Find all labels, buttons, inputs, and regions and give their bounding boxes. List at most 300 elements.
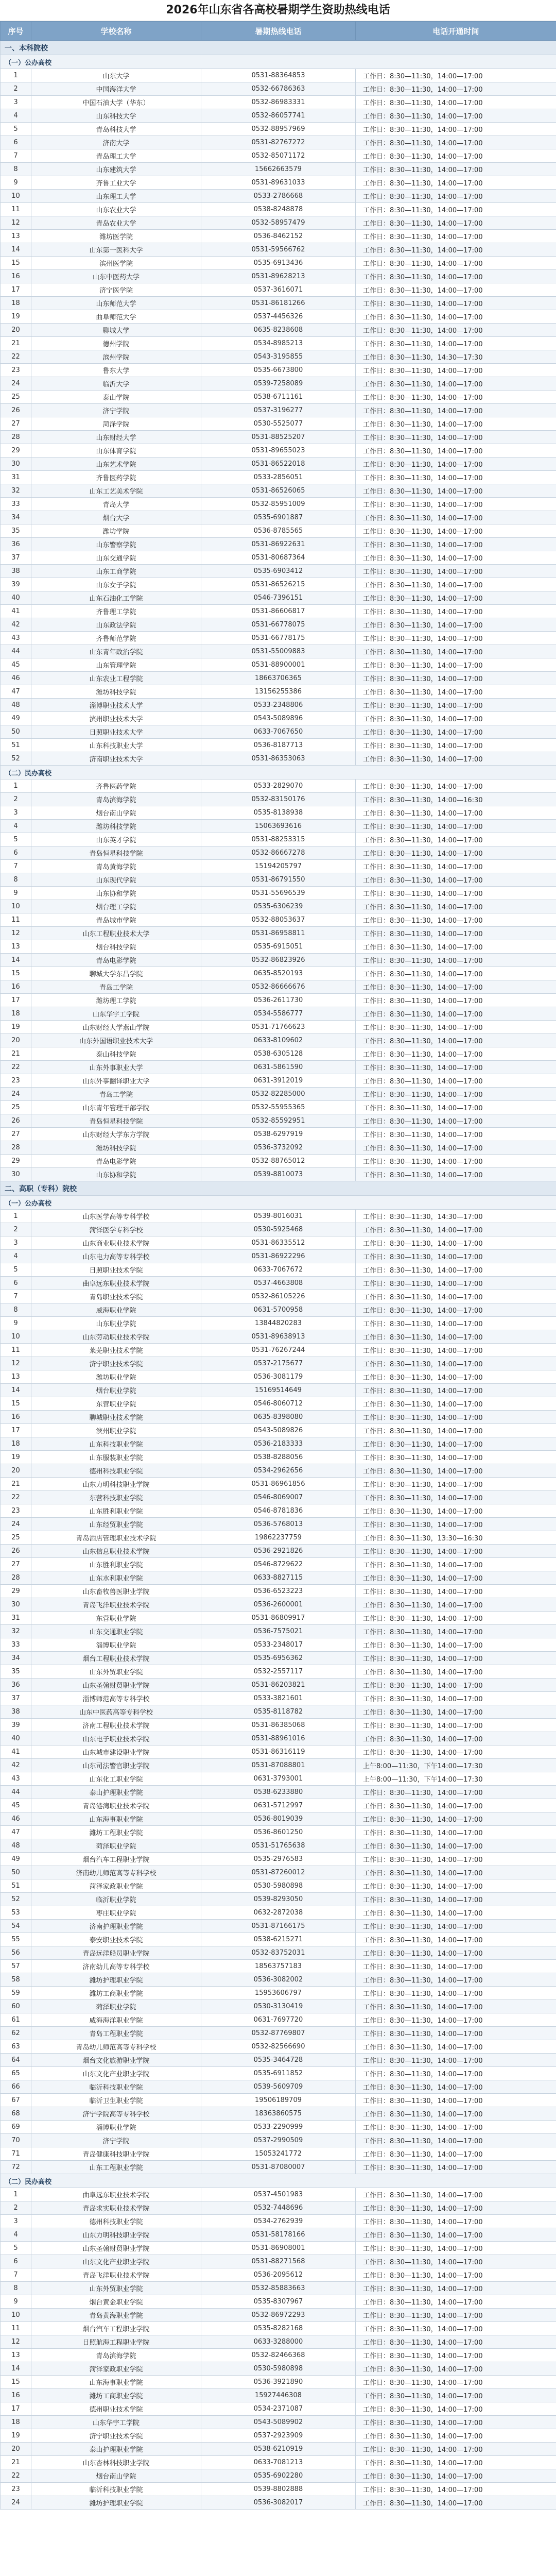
row-index: 42 [1,1759,31,1772]
school-name: 山东外国语职业技术大学 [31,1034,201,1047]
row-index: 30 [1,1168,31,1181]
table-row [1,1223,556,1236]
service-hours: 工作日：8:30—11:30，14:00—17:00 [356,2309,556,2322]
service-hours: 工作日：8:30—11:30，14:00—17:00 [356,1625,556,1638]
service-hours: 工作日：8:30—11:30，14:00—17:00 [356,1893,556,1906]
row-index: 1 [1,779,31,793]
row-index: 14 [1,2362,31,2376]
service-hours: 工作日：8:30—11:30，14:00—17:00 [356,1558,556,1571]
service-hours: 工作日：8:30—11:30，14:00—17:00 [356,457,556,471]
hotline-phone: 0531-86606817 [201,605,356,618]
hotline-phone: 0531-51765638 [201,1839,356,1853]
row-index: 3 [1,806,31,820]
hotline-phone: 0536-2921826 [201,1545,356,1558]
school-name: 曲阜远东职业技术学院 [31,1277,201,1290]
school-name: 山东畜牧兽医职业学院 [31,1585,201,1598]
hotline-phone: 0531-89631033 [201,176,356,190]
row-index: 2 [1,1223,31,1236]
table-row [1,538,556,551]
service-hours: 工作日：8:30—11:30，14:00—17:00 [356,1034,556,1047]
hotline-phone: 0531-71766623 [201,1021,356,1034]
table-row [1,1973,556,1987]
table-row [1,484,556,498]
hotline-phone: 0532-86057741 [201,109,356,123]
school-name: 枣庄职业学院 [31,1906,201,1920]
hotline-phone: 0531-58178166 [201,2228,356,2242]
hotline-phone: 0531-86809917 [201,1612,356,1625]
row-index: 14 [1,1384,31,1397]
school-name: 潍坊工程职业学院 [31,1826,201,1839]
hotline-phone: 0534-2962656 [201,1464,356,1478]
school-name: 青岛大学 [31,498,201,511]
table-row [1,109,556,123]
table-row [1,2483,556,2496]
hotline-phone: 0539-8016031 [201,1210,356,1223]
school-name: 山东服装职业学院 [31,1451,201,1464]
service-hours: 工作日：8:30—11:30，14:00—17:00 [356,1236,556,1250]
service-hours: 工作日：8:30—11:30，14:00—17:00 [356,1290,556,1303]
row-index: 8 [1,163,31,176]
row-index: 22 [1,1061,31,1074]
school-name: 山东政法学院 [31,618,201,632]
school-name: 菏泽学院 [31,417,201,431]
table-row [1,377,556,391]
table-row [1,2322,556,2335]
row-index: 25 [1,1531,31,1545]
hotline-phone: 0539-8810073 [201,1168,356,1181]
service-hours: 工作日：8:30—11:30，14:00—17:00 [356,524,556,538]
table-row [1,1034,556,1047]
service-hours: 工作日：8:30—11:30，14:00—17:00 [356,1987,556,2000]
hotline-phone: 0532-83752031 [201,1946,356,1960]
row-index: 41 [1,605,31,618]
row-index: 17 [1,283,31,297]
table-row [1,1598,556,1612]
row-index: 24 [1,1088,31,1101]
service-hours: 工作日：8:30—11:30，14:00—17:00 [356,672,556,685]
hotline-phone: 15953606797 [201,1987,356,2000]
hotline-phone: 0633-8827115 [201,1571,356,1585]
row-index: 10 [1,1330,31,1344]
row-index: 11 [1,203,31,216]
school-name: 烟台南山学院 [31,806,201,820]
row-index: 20 [1,324,31,337]
school-name: 德州学院 [31,337,201,350]
row-index: 4 [1,109,31,123]
service-hours: 工作日：8:30—11:30，14:00—17:00 [356,1061,556,1074]
school-name: 齐鲁医药学院 [31,471,201,484]
hotline-phone: 0536-8601250 [201,1826,356,1839]
table-row [1,1866,556,1879]
school-name: 东营职业学院 [31,1397,201,1411]
table-row [1,1210,556,1223]
row-index: 56 [1,1946,31,1960]
hotline-phone: 0631-5700958 [201,1303,356,1317]
service-hours: 工作日：8:30—11:30，14:00—17:00 [356,1397,556,1411]
service-hours: 工作日：8:30—11:30，14:00—17:00 [356,913,556,927]
school-name: 曲阜师范大学 [31,310,201,324]
school-name: 青岛工学院 [31,1088,201,1101]
table-row [1,2080,556,2094]
service-hours: 工作日：8:30—11:30，14:00—17:00 [356,1545,556,1558]
row-index: 34 [1,1652,31,1665]
service-hours: 工作日：8:30—11:30，14:00—17:00 [356,806,556,820]
table-row [1,136,556,149]
school-name: 山东信息职业技术学院 [31,1545,201,1558]
table-row [1,337,556,350]
school-name: 山东石油化工学院 [31,591,201,605]
service-hours: 工作日：8:30—11:30，14:00—17:00 [356,364,556,377]
service-hours: 工作日：8:30—11:30，14:00—17:00 [356,2027,556,2040]
hotline-phone: 0535-3464728 [201,2054,356,2067]
school-name: 青岛港湾职业技术学院 [31,1799,201,1812]
service-hours: 工作日：8:30—11:30，14:00—17:00 [356,1478,556,1491]
hotline-phone: 0538-6711161 [201,391,356,404]
hotline-phone: 0531-87080007 [201,2161,356,2174]
table-row [1,1168,556,1181]
row-index: 31 [1,471,31,484]
service-hours: 工作日：8:30—11:30，14:00—17:00 [356,1946,556,1960]
school-name: 山东司法警官职业学院 [31,1759,201,1772]
row-index: 13 [1,230,31,243]
table-row [1,1638,556,1652]
hotline-phone: 0633-7067650 [201,725,356,739]
row-index: 26 [1,1545,31,1558]
row-index: 51 [1,739,31,752]
hotline-phone: 0537-4501983 [201,2188,356,2201]
hotline-phone: 18363860575 [201,2107,356,2121]
table-row [1,2496,556,2510]
service-hours: 工作日：8:30—11:30，14:00—17:00 [356,645,556,658]
hotline-phone: 0538-6215271 [201,1933,356,1946]
row-index: 48 [1,699,31,712]
table-row [1,672,556,685]
school-name: 山东文化产业职业学院 [31,2255,201,2268]
table-row [1,1236,556,1250]
row-index: 23 [1,1074,31,1088]
row-index: 58 [1,1973,31,1987]
subsection-header [1,766,556,779]
school-name: 青岛农业大学 [31,216,201,230]
school-name: 济南幼儿高等专科学校 [31,1960,201,1973]
row-index: 48 [1,1839,31,1853]
row-index: 10 [1,900,31,913]
school-name: 齐鲁理工学院 [31,605,201,618]
school-name: 济宁医学院 [31,283,201,297]
service-hours: 工作日：8:30—11:30，14:00—17:00 [356,2469,556,2483]
service-hours: 工作日：8:30—11:30，14:00—17:00 [356,940,556,954]
hotline-phone: 0532-86972293 [201,2309,356,2322]
school-name: 菏泽职业学院 [31,2000,201,2013]
service-hours: 工作日：8:30—11:30，14:00—17:00 [356,860,556,873]
hotline-phone: 0536-6523223 [201,1585,356,1598]
school-name: 烟台工程职业技术学院 [31,1652,201,1665]
service-hours: 工作日：8:30—11:30，14:00—17:00 [356,2040,556,2054]
table-row [1,1518,556,1531]
row-index: 6 [1,846,31,860]
table-row [1,1625,556,1638]
school-name: 青岛求实职业技术学院 [31,2201,201,2215]
school-name: 济南工程职业技术学院 [31,1719,201,1732]
service-hours: 工作日：8:30—11:30，14:00—17:00 [356,1745,556,1759]
table-row [1,1679,556,1692]
service-hours: 工作日：8:30—11:30，14:00—17:00 [356,82,556,96]
table-row [1,1021,556,1034]
row-index: 43 [1,1772,31,1786]
service-hours: 工作日：8:30—11:30，14:00—17:00 [356,820,556,833]
hotline-phone: 0531-86526215 [201,578,356,591]
table-row [1,471,556,484]
hotline-phone: 0531-89655023 [201,444,356,457]
school-name: 烟台汽车工程职业学院 [31,1853,201,1866]
row-index: 35 [1,524,31,538]
hotline-phone: 0531-86791550 [201,873,356,887]
service-hours: 工作日：8:30—11:30，14:00—17:00 [356,2443,556,2456]
table-row [1,2147,556,2161]
table-row [1,2121,556,2134]
service-hours: 工作日：8:30—11:30，14:00—17:00 [356,243,556,257]
service-hours: 工作日：8:30—11:30，14:00—17:00 [356,887,556,900]
table-row [1,2134,556,2147]
hotline-phone: 0531-88271568 [201,2255,356,2268]
hotline-phone: 0535-6915051 [201,940,356,954]
service-hours: 工作日：8:30—11:30，14:00—17:00 [356,2000,556,2013]
school-name: 青岛职业技术学院 [31,1290,201,1303]
service-hours: 工作日：8:30—11:30，14:00—17:00 [356,176,556,190]
school-name: 山东女子学院 [31,578,201,591]
school-name: 山东交通学院 [31,551,201,565]
school-name: 山东外贸职业学院 [31,2282,201,2295]
service-hours: 工作日：8:30—11:30，14:30—17:30 [356,350,556,364]
school-name: 山东胜利职业学院 [31,1504,201,1518]
table-row [1,1732,556,1745]
row-index: 18 [1,1437,31,1451]
table-row [1,203,556,216]
table-row [1,913,556,927]
table-row [1,2040,556,2054]
school-name: 烟台职业学院 [31,1384,201,1397]
row-index: 47 [1,1826,31,1839]
school-name: 青岛飞洋职业技术学院 [31,2268,201,2282]
service-hours: 工作日：8:30—11:30，14:00—17:00 [356,1451,556,1464]
school-name: 青岛飞洋职业技术学院 [31,1598,201,1612]
school-name: 山东青年政治学院 [31,645,201,658]
table-row [1,2429,556,2443]
school-name: 青岛电影学院 [31,1155,201,1168]
school-name: 临沂职业学院 [31,1893,201,1906]
row-index: 44 [1,645,31,658]
service-hours: 工作日：8:30—11:30，14:00—17:00 [356,1933,556,1946]
service-hours: 工作日：8:30—11:30，14:00—17:00 [356,2121,556,2134]
table-row [1,310,556,324]
school-name: 青岛理工大学 [31,149,201,163]
table-row [1,1853,556,1866]
table-row [1,1571,556,1585]
hotline-phone: 0534-2371087 [201,2402,356,2416]
school-name: 青岛幼儿师范高等专科学校 [31,2040,201,2054]
hotline-phone: 0535-6902280 [201,2469,356,2483]
table-body [1,41,556,2510]
service-hours: 工作日：8:30—11:30，14:00—17:00 [356,2094,556,2107]
hotline-phone: 15194205797 [201,860,356,873]
row-index: 11 [1,913,31,927]
row-index: 15 [1,1397,31,1411]
row-index: 67 [1,2094,31,2107]
row-index: 23 [1,2483,31,2496]
table-row [1,2309,556,2322]
service-hours: 工作日：8:30—11:30，14:00—17:00 [356,752,556,766]
school-name: 淄博职业学院 [31,2121,201,2134]
row-index: 45 [1,1799,31,1812]
table-row [1,618,556,632]
row-index: 20 [1,2443,31,2456]
hotline-phone: 0534-5586777 [201,1007,356,1021]
service-hours: 工作日：8:30—11:30，14:00—17:00 [356,257,556,270]
hotline-phone: 0531-89638913 [201,1330,356,1344]
hotline-phone: 0531-86958811 [201,927,356,940]
row-index: 28 [1,1571,31,1585]
row-index: 37 [1,1692,31,1705]
page-title: 2026年山东省各高校暑期学生资助热线电话 [0,0,556,21]
school-name: 山东青年管理干部学院 [31,1101,201,1114]
hotline-phone: 0535-6903412 [201,565,356,578]
school-name: 山东师范大学 [31,297,201,310]
hotline-phone: 0531-76267244 [201,1344,356,1357]
hotline-phone: 0536-3082017 [201,2496,356,2510]
hotline-phone: 0531-86526065 [201,484,356,498]
service-hours: 工作日：8:30—11:30，14:00—17:00 [356,1598,556,1612]
school-name: 德州科技职业学院 [31,1464,201,1478]
school-name: 泰山护理职业学院 [31,1786,201,1799]
row-index: 53 [1,1906,31,1920]
hotline-phone: 0531-86203821 [201,1679,356,1692]
table-row [1,1464,556,1478]
service-hours: 工作日：8:30—11:30，14:00—17:00 [356,1518,556,1531]
row-index: 22 [1,2469,31,2483]
row-index: 11 [1,1344,31,1357]
school-name: 青岛滨海学院 [31,2349,201,2362]
school-name: 山东管理学院 [31,658,201,672]
hotline-phone: 0531-87260012 [201,1866,356,1879]
table-row [1,1692,556,1705]
row-index: 21 [1,1047,31,1061]
service-hours: 工作日：8:30—11:30，14:00—17:00 [356,1491,556,1504]
school-name: 山东海事职业学院 [31,1812,201,1826]
service-hours: 工作日：8:30—11:30，14:00—17:00 [356,1705,556,1719]
table-row [1,685,556,699]
school-name: 淄博师范高等专科学校 [31,1692,201,1705]
service-hours: 工作日：8:30—11:30，14:00—17:00 [356,2295,556,2309]
table-row [1,1933,556,1946]
row-index: 38 [1,565,31,578]
row-index: 50 [1,725,31,739]
table-row [1,2362,556,2376]
hotline-phone: 0532-83150176 [201,793,356,806]
school-name: 山东文化产业职业学院 [31,2067,201,2080]
row-index: 37 [1,551,31,565]
school-name: 临沂大学 [31,377,201,391]
table-row [1,712,556,725]
service-hours: 工作日：8:30—11:30，14:00—17:00 [356,618,556,632]
row-index: 10 [1,2309,31,2322]
service-hours: 工作日：8:30—11:30，14:00—17:00 [356,900,556,913]
table-row [1,230,556,243]
hotline-phone: 0539-7258089 [201,377,356,391]
school-name: 山东外事翻译职业大学 [31,1074,201,1088]
service-hours: 工作日：8:30—11:30，14:00—17:00 [356,2161,556,2174]
service-hours: 工作日：8:30—11:30，14:00—17:00 [356,2255,556,2268]
school-name: 山东大学 [31,69,201,82]
service-hours: 工作日：8:30—11:30，14:00—17:00 [356,109,556,123]
hotline-phone: 0535-6306239 [201,900,356,913]
table-row [1,324,556,337]
row-index: 8 [1,2282,31,2295]
service-hours: 工作日：8:30—11:30，14:00—17:00 [356,2335,556,2349]
table-row [1,457,556,471]
hotline-phone: 0535-8118782 [201,1705,356,1719]
row-index: 10 [1,190,31,203]
school-name: 潍坊科技学院 [31,1141,201,1155]
hotline-phone: 0537-4663808 [201,1277,356,1290]
hotline-phone: 0631-5712997 [201,1799,356,1812]
table-row [1,645,556,658]
row-index: 28 [1,1141,31,1155]
school-name: 山东华宇工学院 [31,1007,201,1021]
service-hours: 工作日：8:30—11:30，14:00—17:00 [356,2322,556,2335]
row-index: 39 [1,1719,31,1732]
table-row [1,1545,556,1558]
row-index: 69 [1,2121,31,2134]
row-index: 12 [1,216,31,230]
service-hours: 工作日：8:30—11:30，14:00—17:00 [356,1088,556,1101]
table-row [1,82,556,96]
service-hours: 工作日：8:30—11:30，14:00—17:00 [356,2268,556,2282]
hotline-phone: 0531-86385068 [201,1719,356,1732]
hotline-phone: 0531-89628213 [201,270,356,283]
hotline-phone: 19506189709 [201,2094,356,2107]
service-hours: 工作日：8:30—11:30，14:00—17:00 [356,2067,556,2080]
table-row [1,297,556,310]
service-hours: 工作日：8:30—11:30，14:00—17:00 [356,1960,556,1973]
table-row [1,1705,556,1719]
school-name: 齐鲁师范学院 [31,632,201,645]
school-name: 山东力明科技职业学院 [31,1478,201,1491]
school-name: 山东第一医科大学 [31,243,201,257]
school-name: 山东财经大学燕山学院 [31,1021,201,1034]
hotline-phone: 0531-87088801 [201,1759,356,1772]
service-hours: 工作日：8:30—11:30，14:00—17:00 [356,337,556,350]
school-name: 山东力明科技职业学院 [31,2228,201,2242]
hotline-phone: 0536-3082002 [201,1973,356,1987]
row-index: 23 [1,1504,31,1518]
school-name: 山东科技职业学院 [31,1437,201,1451]
hotline-phone: 0530-3130419 [201,2000,356,2013]
service-hours: 工作日：8:30—11:30，14:00—17:00 [356,1665,556,1679]
hotline-phone: 0533-3821601 [201,1692,356,1705]
row-index: 3 [1,96,31,109]
hotline-phone: 0533-2348017 [201,1638,356,1652]
hotline-phone: 0536-2600001 [201,1598,356,1612]
service-hours: 工作日：8:30—11:30，14:00—17:00 [356,1585,556,1598]
table-row [1,1531,556,1545]
table-row [1,2242,556,2255]
service-hours: 工作日：8:30—11:30，14:00—17:00 [356,270,556,283]
service-hours: 工作日：8:30—11:30，14:00—17:00 [356,1866,556,1879]
school-name: 泰山护理职业学院 [31,2443,201,2456]
school-name: 日照职业技术学院 [31,1263,201,1277]
row-index: 2 [1,793,31,806]
service-hours: 工作日：8:30—11:30，14:00—17:00 [356,149,556,163]
